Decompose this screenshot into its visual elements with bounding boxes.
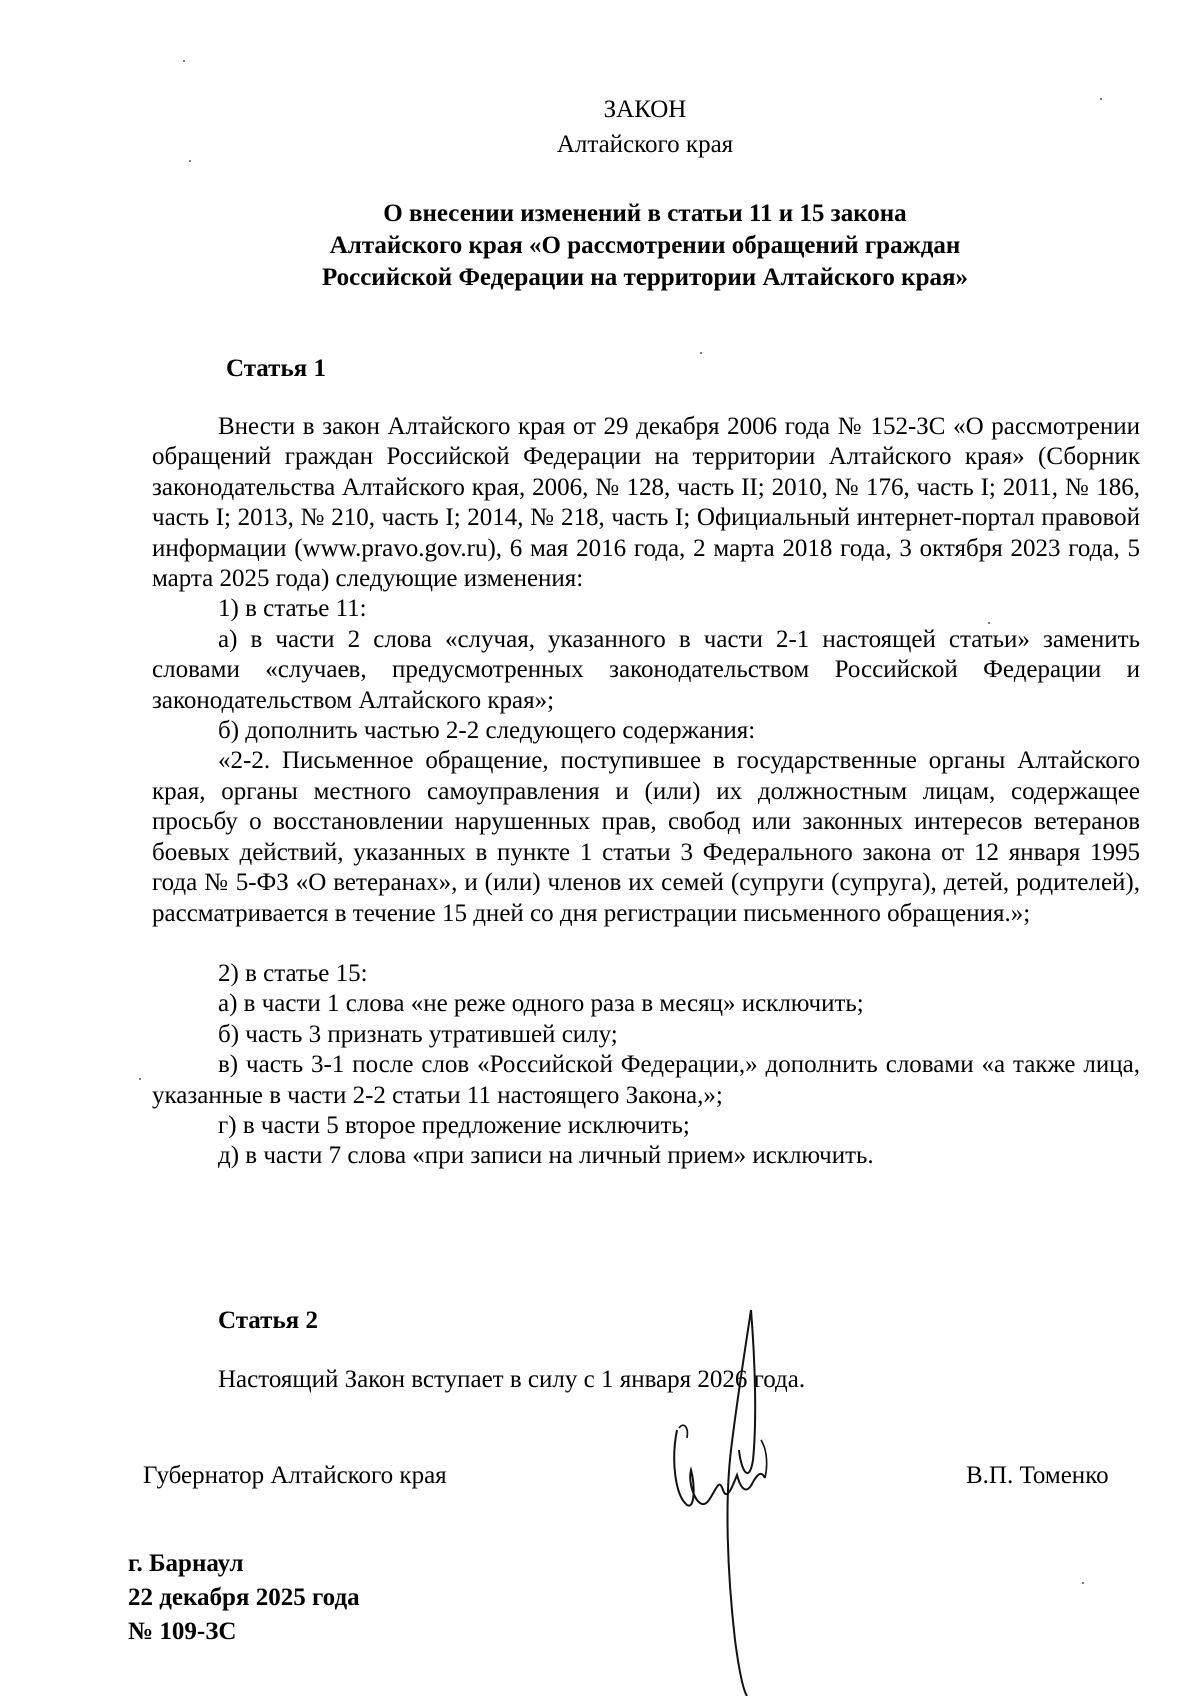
document-title xyxy=(0,198,1200,294)
article-1-body xyxy=(152,412,1140,1172)
article-1-item-2: 2) в статье 15: xyxy=(218,959,368,987)
article-1-item-2a: а) в части 1 слова «не реже одного раза в месяц» исключить; xyxy=(218,990,864,1018)
title-line-2: Алтайского края «О рассмотрении обращений граждан xyxy=(329,232,961,259)
article-1-item-2c: в) часть 3-1 после слов «Российской Федерации,» дополнить словами «а также лица, указанные в части 2-2 статьи 11 настоящего Закона,»; xyxy=(152,1051,1140,1109)
article-1-item-1b: б) дополнить частью 2-2 следующего содержания: xyxy=(218,717,756,745)
handwritten-signature xyxy=(665,1310,800,1696)
scan-speck xyxy=(700,352,702,354)
article-1-intro: Внести в закон Алтайского края от 29 декабря 2006 года № 152-ЗС «О рассмотрении обращений граждан Российской Федерации на территории Алтайского края» (Сборник законодательства Алтайского края, 2006, № 128, часть II; 2010, № 176, часть I; 2011, № 186, часть I; 2013, № 210, часть I; 2014, № 218, часть I; Официальный интернет-портал правовой информации (www.pravo.gov.ru), 6 мая 2016 года, 2 марта 2018 года, 3 октября 2023 года, 5 марта 2025 года) следующие изменения: xyxy=(152,413,1140,593)
scan-speck xyxy=(988,622,990,624)
article-2-text: Настоящий Закон вступает в силу с 1 января 2026 года. xyxy=(218,1366,806,1393)
scan-speck xyxy=(1082,1582,1084,1584)
signatory-position: Губернатор Алтайского края xyxy=(143,1462,447,1489)
signing-city: г. Барнаул xyxy=(128,1550,244,1577)
article-1-heading: Статья 1 xyxy=(226,355,326,382)
scan-speck xyxy=(183,60,185,62)
article-1-item-2b: б) часть 3 признать утратившей силу; xyxy=(218,1020,618,1048)
title-line-1: О внесении изменений в статьи 11 и 15 закона xyxy=(383,200,907,227)
document-region: Алтайского края xyxy=(556,131,734,158)
signing-date: 22 декабря 2025 года xyxy=(128,1584,360,1611)
scan-speck xyxy=(139,1078,141,1080)
article-1-item-1b-text: «2-2. Письменное обращение, поступившее в государственные органы Алтайского края, органы местного самоуправления и (или) их должностным лицам, содержащее просьбу о восстановлении нарушенных прав, свобод или законных интересов ветеранов боевых действий, указанных в пункте 1 статьи 3 Федерального закона от 12 января 1995 года № 5-ФЗ «О ветеранах», и (или) членов их семей (супруги (супруга), детей, родителей), рассматривается в течение 15 дней со дня регистрации письменного обращения.»; xyxy=(152,747,1140,927)
paragraph-gap xyxy=(152,929,1140,959)
article-1-item-1a: а) в части 2 слова «случая, указанного в части 2-1 настоящей статьи» заменить словами «случаев, предусмотренных законодательством Российской Федерации и законодательством Алтайского края»; xyxy=(152,625,1140,714)
scan-speck xyxy=(1100,98,1102,100)
title-line-3: Российской Федерации на территории Алтайского края» xyxy=(321,264,969,291)
article-1-item-2d: г) в части 5 второе предложение исключить; xyxy=(218,1111,690,1139)
scan-speck xyxy=(189,160,191,162)
article-1-item-1: 1) в статье 11: xyxy=(218,595,367,623)
law-number: № 109-ЗС xyxy=(128,1618,237,1645)
article-2-heading: Статья 2 xyxy=(218,1307,318,1334)
signatory-name: В.П. Томенко xyxy=(966,1462,1109,1489)
article-1-item-2e: д) в части 7 слова «при записи на личный прием» исключить. xyxy=(218,1142,874,1170)
document-type: ЗАКОН xyxy=(603,96,687,123)
